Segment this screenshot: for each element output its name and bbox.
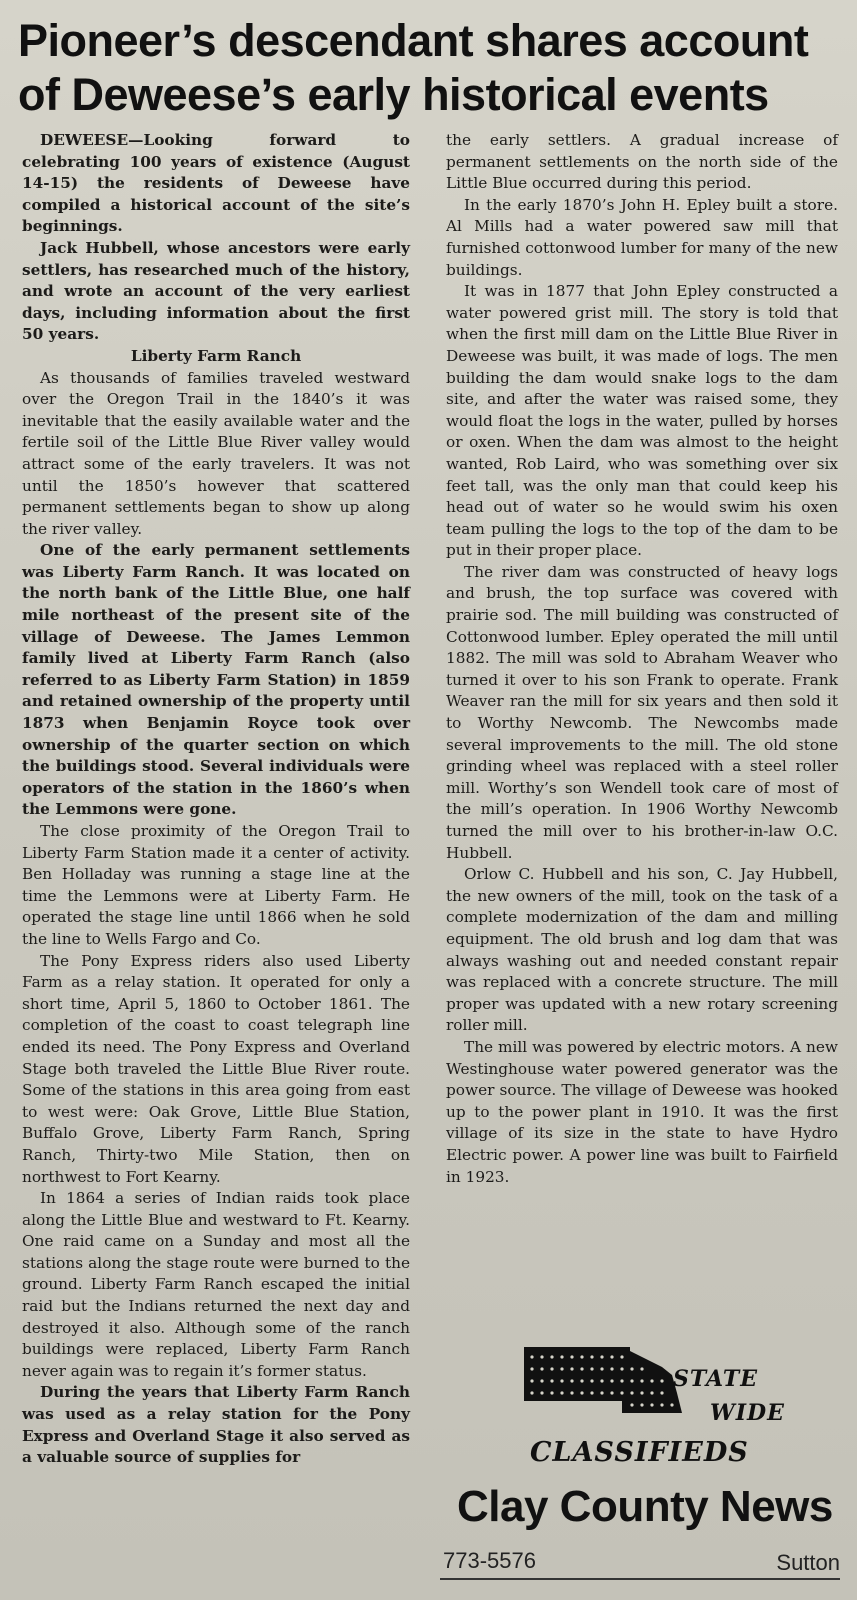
town-name: Sutton	[776, 1550, 840, 1575]
paragraph: The Pony Express riders also used Liberty Farm as a relay station. It operated for only a short time, April 5, 1860 to October 1861. The completion of the coast to coast telegraph line ended its need. The Pony Express and Overland Stage both traveled the Little Blue River route. Some of the stations in this area going from east to west were: Oak Grove, Little Blue Station, Buffalo Grove, Liberty Farm Ranch, Spring Ranch, Thirty-two Mile Station, then on northwest to Fort Kearny.	[22, 951, 410, 1186]
headline-line-1: Pioneer’s descendant shares account	[18, 15, 809, 66]
paragraph: The mill was powered by electric motors. A new Westinghouse water powered generator was the power source. The village of Deweese was hooked up to the power plant in 1910. It was the first village of its size in the state to have Hydro Electric power. A power line was built to Fairfield in 1923.	[446, 1037, 838, 1186]
paragraph: In 1864 a series of Indian raids took place along the Little Blue and westward to Ft. Kearny. One raid came on a Sunday and most all the stations along the stage route were burned to the ground. Liberty Farm Ranch escaped the initial raid but the Indians returned the next day and destroyed it also. Although some of the ranch buildings were replaced, Liberty Farm Ranch never again was to regain it’s former status.	[22, 1189, 410, 1380]
paragraph-intro	[22, 130, 410, 238]
paragraph: During the years that Liberty Farm Ranch was used as a relay station for the Pony Express and Overland Stage it also served as a valuable source of supplies for	[22, 1383, 410, 1467]
intro-text: Looking forward to celebrating 100 years of existence (August 14-15) the residents of Deweese have compiled a historical account of the site’s beginnings.	[22, 131, 410, 236]
author-name: Jack Hubbell,	[40, 238, 159, 257]
divider	[440, 1578, 840, 1580]
paragraph: the early settlers. A gradual increase of permanent settlements on the north side of the Little Blue occurred during this period.	[446, 131, 838, 193]
statewide-classifieds-ad	[440, 1340, 840, 1590]
dateline: DEWEESE—	[40, 131, 144, 149]
paragraph: The close proximity of the Oregon Trail to Liberty Farm Station made it a center of activity. Ben Holladay was running a stage line at the time the Lemmons were at Liberty Farm. He operated the stage line until 1866 when he sold the line to Wells Fargo and Co.	[22, 822, 410, 948]
paragraph-author	[22, 238, 410, 346]
subhead: Liberty Farm Ranch	[130, 346, 302, 365]
paragraph: The river dam was constructed of heavy logs and brush, the top surface was covered with prairie sod. The mill building was constructed of Cottonwood lumber. Epley operated the mill until 1882. The mill was sold to Abraham Weaver who turned it over to his son Frank to operate. Frank Weaver ran the mill for six years and then sold it to Worthy Newcomb. The Newcombs made several improvements to the mill. The old stone grinding wheel was replaced with a steel roller mill. Worthy’s son Wendell took care of most of the mill’s operation. In 1906 Worthy Newcomb turned the mill over to his brother-in-law O.C. Hubbell.	[446, 562, 838, 862]
paragraph: One of the early permanent settlements was Liberty Farm Ranch. It was located on the north bank of the Little Blue, one half mile northeast of the present site of the village of Deweese. The James Lemmon family lived at Liberty Farm Ranch (also referred to as Liberty Farm Station) in 1859 and retained ownership of the property until 1873 when Benjamin Royce took over ownership of the quarter section on which the buildings stood. Several individuals were operators of the station in the 1860’s when the Lemmons were gone.	[22, 541, 410, 819]
ad-wide-word: WIDE	[710, 1400, 785, 1426]
paragraph: In the early 1870’s John H. Epley built a store. Al Mills had a water powered saw mill that furnished cottonwood lumber for many of the new buildings.	[446, 195, 838, 279]
paper-name: Clay County News	[457, 1482, 833, 1531]
paragraph: Orlow C. Hubbell and his son, C. Jay Hubbell, the new owners of the mill, took on the task of a complete modernization of the dam and milling equipment. The old brush and log dam that was always washing out and needed constant repair was replaced with a concrete structure. The mill proper was updated with a new rotary screening roller mill.	[446, 865, 838, 1035]
author-text: whose ancestors were early settlers, has researched much of the history, and wrote an account of the very earliest days, including information about the first 50 years.	[22, 238, 410, 344]
article-column-right	[446, 130, 838, 1188]
article-column-left	[22, 130, 410, 1469]
headline	[18, 14, 838, 122]
phone-number: 773-5576	[443, 1548, 536, 1573]
ad-classifieds-word: CLASSIFIEDS	[530, 1437, 749, 1468]
ad-state-word: STATE	[673, 1366, 759, 1392]
headline-line-2: of Deweese’s early historical events	[18, 69, 769, 120]
paragraph: As thousands of families traveled westward over the Oregon Trail in the 1840’s it was inevitable that the easily available water and the fertile soil of the Little Blue River valley would attract some of the early travelers. It was not until the 1850’s however that scattered permanent settlements began to show up along the river valley.	[22, 368, 410, 538]
paragraph: It was in 1877 that John Epley constructed a water powered grist mill. The story is told that when the first mill dam on the Little Blue River in Deweese was built, it was made of logs. The men building the dam would snake logs to the dam site, and after the water was raised some, they would float the logs in the water, pulled by horses or oxen. When the dam was almost to the height wanted, Rob Laird, who was something over six feet tall, was the only man that could keep his head out of water so he would swim his oxen team pulling the logs to the top of the dam to be put in their proper place.	[446, 282, 838, 560]
